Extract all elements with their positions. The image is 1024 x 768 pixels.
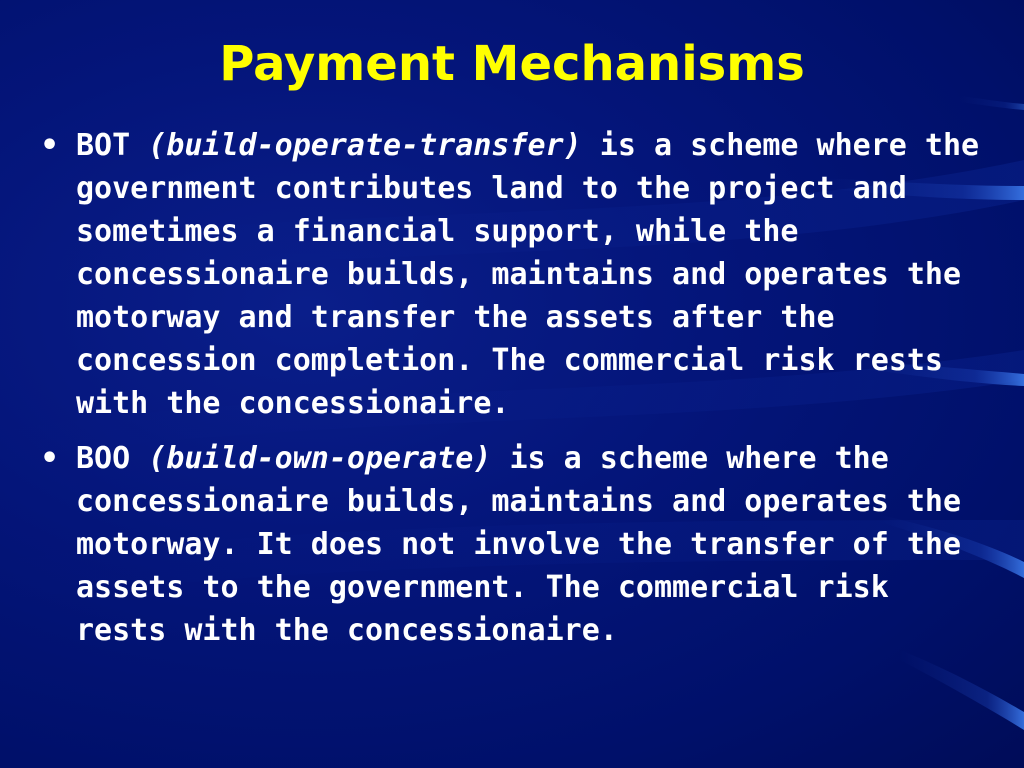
- bullet-item-boo: [40, 437, 990, 652]
- bullet-term: BOO: [76, 441, 131, 476]
- bullet-term: BOT: [76, 128, 131, 163]
- swoosh-tip: [960, 96, 1024, 110]
- bullet-list: [40, 124, 990, 664]
- bullet-term-expansion: (build-own-operate): [148, 441, 492, 476]
- bullet-marker-icon: •: [40, 441, 60, 476]
- bullet-text: is a scheme where the government contributes land to the project and sometimes a financial support, while the concessionaire builds, maintains and operates the motorway and transfer the assets after the concession completion. The commercial risk rests with the concessionaire.: [76, 128, 980, 421]
- slide-title: Payment Mechanisms: [219, 36, 805, 92]
- bullet-marker-icon: •: [40, 128, 60, 163]
- bullet-term-expansion: (build-operate-transfer): [148, 128, 582, 163]
- bullet-text: is a scheme where the concessionaire builds, maintains and operates the motorway. It does not involve the transfer of the assets to the government. The commercial risk rests with the concessionaire.: [76, 441, 962, 648]
- bullet-item-bot: [40, 124, 990, 425]
